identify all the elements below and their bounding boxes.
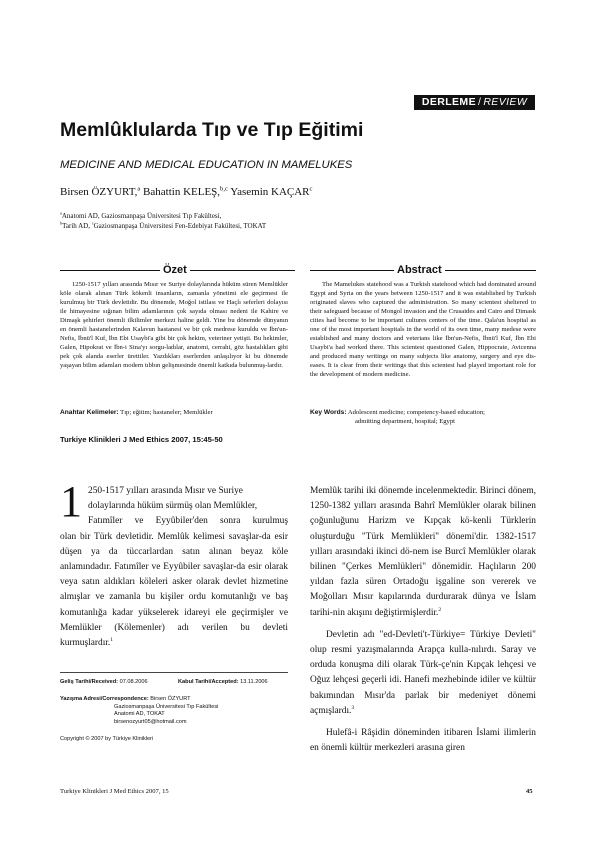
affiliation-text: Anatomi AD, Gaziosmanpaşa Üniversitesi Tıp Fakültesi, <box>61 212 222 220</box>
body-line: Fatımîler ve Eyyûbiler'den sonra kurulmuş <box>88 516 288 527</box>
badge-review: REVIEW <box>483 96 528 108</box>
body-right-text: Memlûk tarihi iki dönemde incelenmektedir. Birinci dönem, 1250-1382 yılları arasında Bahrî Memlükler olarak bilinen çoğunluğunu Harizm ve Kıpçak kö-kenli Türklerin oluşturduğu "Türk Memlükleri" dönemi'dir. 1382-1517 yılları arasındaki ikinci dö-nem ise Burcî Memlükler olarak bilinen "Çerkes Memlükleri" dönemidir. Haçlıların 200 yıldan fazla süren Ortadoğu işgaline son vererek ve Moğolları Mısır kapılarında durdurarak dünya ve İslam tarihi-nin akışını değiştirmişlerdir. <box>310 486 536 618</box>
body-right-text: Devletin adı "ed-Devleti't-Türkiye= Türkiye Devleti" olup resmi yazışmalarında Arapça kulla-nılırdı. Saray ve orduda konuşma dili olarak Türk-çe'nin Kıpçak lehçesi ve Oğuz lehçesi geçerli idi. Hanefi mezhebinde idiler ve kültür bakımından Mısır'da parlak bir medeniyet dönemi açmışlardı. <box>310 629 536 716</box>
citation-sup: 3 <box>351 704 355 711</box>
body-paragraph <box>310 628 536 719</box>
body-paragraph <box>310 484 536 621</box>
correspondence-address <box>114 704 218 727</box>
article-type-badge <box>414 95 535 110</box>
body-left-text: olan bir Türk devletidir. Memlûk kelimesi savaşlar-da esir düşen ya da tüccarlardan satın alınan beyaz köle anlamındadır. Fatımîler ve Eyyûbiler savaşlar-da esir olarak veya satın aldıkları köleleri asker olarak devlet hizmetine almışlar ve zamanla bu kişiler ordu komutanlığı ve baş komutanlığa kadar yükselerek idareyi ele geçirmişler ve Memlükler (Kölemenler) adı verilen bu devleti kurmuşlardır. <box>60 531 288 649</box>
ozet-text: 1250-1517 yılları arasında Mısır ve Suriye dolaylarında hüküm süren Memlükler köle olarak alınan Türk kökenli insanların, zamanla yönetimi ele geçirmesi ile kurulmuş bir Türk devletidir. Bu dönemde, Moğol istilası ve Haçlı seferleri dolayısı ile himayesine sığınan bilim adamlarının çok sayıda olması nedeni ile Kahire ve Dimaşk şehirleri önemli ilkilimler merkezi haline geldi. Yine bu dönemde dünyanın en önemli hastanelerinden Kalavun hastanesi ve bir çok medrese kuruldu ve İbn'un-Nefis, İbnü'l Kuf, İbn Ebi Usaybi'a gibi bir çok hekim, veteriner yetişti. Bu hekimler, Galen, Hipokrat ve İbn-i Sina'yı sorgu-ladılar, anatomi, cerrahi, göz hastalıkları gibi pek çok alanda eserler ürettiler. Yazdıkları eserlerden anlaşılıyor ki bu dönemde yaşayan bilim adamları modern tıbbın gelişmesinde önemli katkıda bulunmuş-lardır. <box>60 281 288 369</box>
accepted-date: 13.11.2006 <box>240 679 268 685</box>
body-left-first-lines <box>88 484 288 530</box>
ozet-keywords-label: Anahtar Kelimeler: <box>60 409 119 416</box>
accepted-line <box>178 679 268 687</box>
abstract-keywords <box>310 408 536 426</box>
author-sup: c <box>309 185 313 193</box>
abstract-text-block <box>310 280 536 379</box>
article-subtitle: MEDICINE AND MEDICAL EDUCATION IN MAMELUKES <box>60 159 353 171</box>
article-title: Memlûklularda Tıp ve Tıp Eğitimi <box>60 119 364 141</box>
page-number: 45 <box>526 788 533 795</box>
author-name: Yasemin KAÇAR <box>227 186 310 198</box>
author-sup: a <box>137 185 141 193</box>
abstract-keywords-label: Key Words: <box>310 409 347 416</box>
address-line: Anatomi AD, TOKAT <box>114 711 165 718</box>
body-paragraph <box>310 726 536 756</box>
correspondence-label: Yazışma Adresi/Correspondence: <box>60 696 149 702</box>
author-name: Bahattin KELEŞ, <box>140 186 221 198</box>
author-sup: b,c <box>220 185 228 193</box>
abstract-text: The Mamelukes statehood was a Turkish statehood which had dominated around Egypt and Syria on the years between 1250-1517 and it was established by Turkish originated slaves who captured the administration. So many scientest sheltered to their safeguard because of Mongol invasion and the Crusaides and Cairo and Dimask cities had become to be important cultures centers of the time. Qala'un hospital as one of the most important hospitals in the world of its own time, many medese were established and many doctors and veterians like İbn'un-Nefis, İbnü'l Kuf, İbn Ebi Usaybi'a had worked there. This scientest questioned Galen, Hippocrate, Avicenna and produced many writings on many subjects like anatomy, surgery and eye dis-eases. It is clear from their writings that this scientest had played important role for the development of modern medicine. <box>310 281 536 378</box>
address-line: birsenozyurt05@hotmail.com <box>114 718 187 725</box>
received-label: Geliş Tarihi/Received: <box>60 679 119 685</box>
affiliation-text: Tarih AD, <box>62 222 92 230</box>
affiliation-line <box>60 212 221 220</box>
ozet-keywords-text: Tıp; eğitim; hastaneler; Memlükler <box>120 409 213 416</box>
author-list <box>60 186 312 198</box>
accepted-label: Kabul Tarihi/Accepted: <box>178 679 239 685</box>
body-line: dolaylarında hüküm sürmüş olan Memlükler, <box>88 501 258 512</box>
badge-slash: / <box>477 96 482 108</box>
abstract-keywords-text-2: admitting department, hospital; Egypt <box>355 418 455 425</box>
ozet-heading: Özet <box>160 263 190 277</box>
received-line <box>60 679 148 687</box>
ozet-header <box>60 263 295 277</box>
author-name: Birsen ÖZYURT, <box>60 186 138 198</box>
ozet-keywords <box>60 408 288 417</box>
affiliation-text: Gaziosmanpaşa Üniversitesi Fen-Edebiyat Fakültesi, TOKAT <box>93 222 267 230</box>
body-line: 250-1517 yılları arasında Mısır ve Suriye <box>88 486 243 496</box>
badge-derleme: DERLEME <box>421 96 476 108</box>
journal-reference: Turkiye Klinikleri J Med Ethics 2007, 15:45-50 <box>60 435 223 444</box>
drop-cap: 1 <box>60 477 82 526</box>
body-right-column <box>310 484 536 763</box>
body-left-paragraph <box>60 530 288 652</box>
abstract-header <box>310 263 536 277</box>
affiliation-sup: a <box>60 210 62 216</box>
received-date: 07.08.2006 <box>119 679 148 685</box>
body-right-text: Hulefâ-i Râşidin döneminden itibaren İslami ilimlerin en önemli kültür merkezleri arasına giren <box>310 728 536 754</box>
footer-journal: Turkiye Klinikleri J Med Ethics 2007, 15 <box>60 788 169 795</box>
affiliation-line <box>60 222 266 230</box>
citation-sup: 1 <box>110 636 114 643</box>
abstract-keywords-text: Adolescent medicine; competency-based education; <box>347 409 485 416</box>
correspondence-name: Birsen ÖZYURT <box>150 696 191 702</box>
affiliation-sup: c <box>91 220 94 226</box>
abstract-heading: Abstract <box>394 263 445 277</box>
ozet-text-block <box>60 280 288 370</box>
meta-divider <box>60 672 288 673</box>
address-line: Gaziosmanpaşa Üniversitesi Tıp Fakültesi <box>114 703 219 710</box>
copyright: Copyright © 2007 by Türkiye Klinikleri <box>60 736 154 742</box>
affiliation-sup: b <box>60 220 63 226</box>
correspondence-line <box>60 696 191 704</box>
citation-sup: 2 <box>438 606 442 613</box>
